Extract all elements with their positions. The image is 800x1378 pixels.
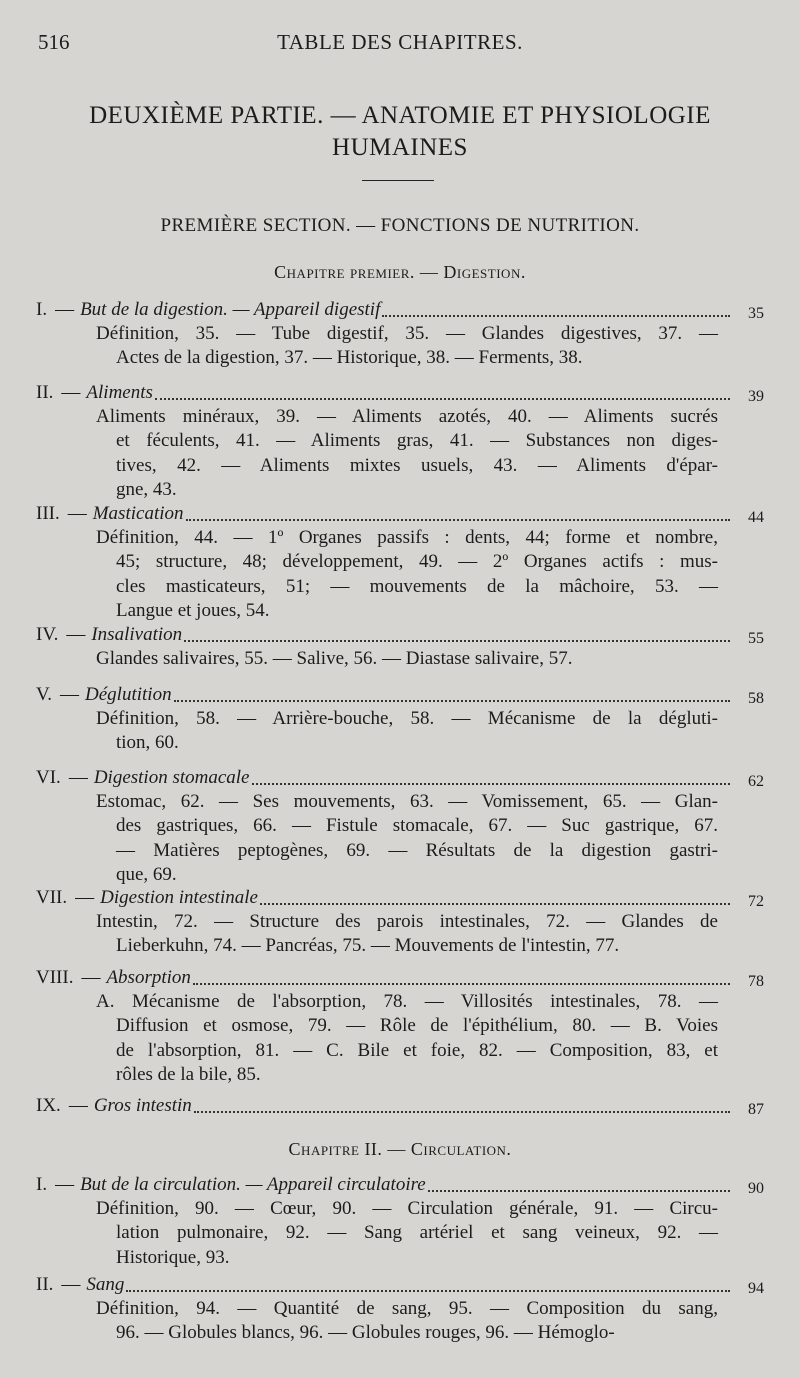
page-number: 516 bbox=[38, 30, 70, 54]
description-line: tives, 42. — Aliments mixtes usuels, 43. — Aliments d'épar- bbox=[116, 454, 718, 476]
toc-entry-dash: — bbox=[67, 503, 87, 524]
description-line: de l'absorption, 81. — C. Bile et foie, 82. — Composition, 83, et bbox=[116, 1039, 718, 1061]
toc-entry-page: 58 bbox=[748, 690, 764, 707]
toc-entry[interactable] bbox=[36, 766, 764, 888]
toc-entry-page: 39 bbox=[748, 388, 764, 405]
description-line: tion, 60. bbox=[116, 732, 179, 754]
toc-entry-description bbox=[96, 910, 718, 959]
toc-entry-number: III. bbox=[36, 503, 60, 524]
toc-entry-page: 94 bbox=[748, 1280, 764, 1297]
dot-leader bbox=[184, 640, 730, 642]
description-line: rôles de la bile, 85. bbox=[116, 1064, 261, 1086]
description-line: Estomac, 62. — Ses mouvements, 63. — Vomissement, 65. — Glan- bbox=[96, 791, 718, 812]
description-line: Langue et joues, 54. bbox=[116, 600, 270, 622]
toc-entry-dash: — bbox=[60, 684, 80, 705]
description-line: Glandes salivaires, 55. — Salive, 56. — Diastase salivaire, 57. bbox=[96, 648, 573, 669]
toc-entry-title: Aliments bbox=[86, 382, 153, 403]
dot-leader bbox=[186, 519, 730, 521]
toc-entry-heading bbox=[36, 381, 764, 405]
toc-entry-page: 72 bbox=[748, 893, 764, 910]
toc-entry-title: Digestion stomacale bbox=[93, 767, 250, 788]
toc-entry-title: Gros intestin bbox=[93, 1095, 192, 1116]
toc-entry-number: II. bbox=[36, 1274, 54, 1295]
description-line: Actes de la digestion, 37. — Historique, 38. — Ferments, 38. bbox=[116, 347, 583, 369]
toc-entry-dash: — bbox=[66, 624, 86, 645]
description-line: Intestin, 72. — Structure des parois intestinales, 72. — Glandes de bbox=[96, 911, 718, 932]
toc-entry-page: 35 bbox=[748, 305, 764, 322]
toc-entry-description bbox=[96, 405, 718, 503]
toc-entry[interactable] bbox=[36, 1094, 764, 1118]
description-line: A. Mécanisme de l'absorption, 78. — Villosités intestinales, 78. — bbox=[96, 991, 718, 1012]
title-divider bbox=[362, 180, 434, 181]
toc-entry-dash: — bbox=[68, 767, 88, 788]
toc-entry[interactable] bbox=[36, 683, 764, 756]
description-line: et féculents, 41. — Aliments gras, 41. — Substances non diges- bbox=[116, 430, 718, 452]
toc-entry-page: 90 bbox=[748, 1180, 764, 1197]
description-line: — Matières peptogènes, 69. — Résultats de la digestion gastri- bbox=[116, 839, 718, 861]
dot-leader bbox=[194, 1111, 730, 1113]
toc-entry-page: 44 bbox=[748, 509, 764, 526]
toc-entry-number: II. bbox=[36, 382, 54, 403]
dot-leader bbox=[260, 903, 730, 905]
toc-entry-description bbox=[96, 322, 718, 371]
toc-entry-heading bbox=[36, 766, 764, 790]
dot-leader bbox=[252, 783, 731, 785]
toc-entry-heading bbox=[36, 298, 764, 322]
toc-entry-number: VII. bbox=[36, 887, 68, 908]
toc-entry-dash: — bbox=[61, 1274, 81, 1295]
toc-entry-description bbox=[96, 790, 718, 888]
toc-entry[interactable] bbox=[36, 298, 764, 371]
toc-entry-heading bbox=[36, 683, 764, 707]
chapter-2-heading: Chapitre II. — Circulation. bbox=[288, 1139, 512, 1159]
description-line: Définition, 35. — Tube digestif, 35. — Glandes digestives, 37. — bbox=[96, 323, 718, 344]
toc-entry-description bbox=[96, 1197, 718, 1270]
description-line: 45; structure, 48; développement, 49. — 2º Organes actifs : mus- bbox=[116, 551, 718, 573]
toc-entry-description bbox=[96, 526, 718, 624]
description-line: Aliments minéraux, 39. — Aliments azotés, 40. — Aliments sucrés bbox=[96, 406, 718, 427]
toc-entry[interactable] bbox=[36, 966, 764, 1088]
dot-leader bbox=[155, 398, 730, 400]
description-line: Définition, 90. — Cœur, 90. — Circulation générale, 91. — Circu- bbox=[96, 1198, 718, 1219]
toc-entry-dash: — bbox=[68, 1095, 88, 1116]
dot-leader bbox=[193, 983, 730, 985]
toc-entry-number: VI. bbox=[36, 767, 61, 788]
running-header bbox=[38, 30, 762, 60]
toc-entry-title: But de la circulation. — Appareil circulatoire bbox=[80, 1174, 426, 1195]
description-line: que, 69. bbox=[116, 864, 177, 886]
running-title: TABLE DES CHAPITRES. bbox=[277, 30, 523, 54]
part-title-line-2: HUMAINES bbox=[332, 134, 468, 161]
part-title bbox=[60, 100, 740, 164]
toc-entry[interactable] bbox=[36, 1273, 764, 1346]
toc-entry-dash: — bbox=[55, 1174, 75, 1195]
toc-entry-number: IV. bbox=[36, 624, 59, 645]
toc-entry-description bbox=[96, 707, 718, 756]
toc-entry-dash: — bbox=[75, 887, 95, 908]
section-title: PREMIÈRE SECTION. — FONCTIONS DE NUTRITION. bbox=[160, 215, 640, 236]
toc-entry[interactable] bbox=[36, 1173, 764, 1270]
toc-entry-description bbox=[96, 647, 718, 671]
toc-entry-dash: — bbox=[61, 382, 81, 403]
dot-leader bbox=[126, 1290, 730, 1292]
description-line: lation pulmonaire, 92. — Sang artériel et sang veineux, 92. — bbox=[116, 1222, 718, 1244]
toc-entry-number: IX. bbox=[36, 1095, 61, 1116]
toc-entry-heading bbox=[36, 966, 764, 990]
toc-entry-title: Déglutition bbox=[85, 684, 172, 705]
description-line: des gastriques, 66. — Fistule stomacale, 67. — Suc gastrique, 67. bbox=[116, 815, 718, 837]
toc-entry-number: V. bbox=[36, 684, 53, 705]
toc-entry-page: 78 bbox=[748, 973, 764, 990]
toc-entry[interactable] bbox=[36, 886, 764, 959]
dot-leader bbox=[428, 1190, 730, 1192]
description-line: Lieberkuhn, 74. — Pancréas, 75. — Mouvements de l'intestin, 77. bbox=[116, 935, 620, 957]
toc-entry-heading bbox=[36, 623, 764, 647]
toc-entry-number: I. bbox=[36, 1174, 48, 1195]
toc-entry-heading bbox=[36, 1173, 764, 1197]
toc-entry-description bbox=[96, 1297, 718, 1346]
toc-entry-heading bbox=[36, 886, 764, 910]
toc-entry-page: 87 bbox=[748, 1101, 764, 1118]
toc-entry[interactable] bbox=[36, 502, 764, 624]
toc-entry-heading bbox=[36, 1094, 764, 1118]
dot-leader bbox=[382, 315, 730, 317]
description-line: cles masticateurs, 51; — mouvements de la mâchoire, 53. — bbox=[116, 575, 718, 597]
description-line: gne, 43. bbox=[116, 479, 177, 501]
description-line: Définition, 58. — Arrière-bouche, 58. — Mécanisme de la dégluti- bbox=[96, 708, 718, 729]
description-line: Définition, 94. — Quantité de sang, 95. — Composition du sang, bbox=[96, 1298, 718, 1319]
description-line: Définition, 44. — 1º Organes passifs : dents, 44; forme et nombre, bbox=[96, 527, 718, 548]
toc-entry-description bbox=[96, 990, 718, 1088]
toc-entry-number: I. bbox=[36, 299, 48, 320]
chapter-1-heading: Chapitre premier. — Digestion. bbox=[274, 262, 526, 282]
toc-entry[interactable] bbox=[36, 623, 764, 671]
toc-entry-title: Digestion intestinale bbox=[100, 887, 258, 908]
toc-entry-dash: — bbox=[55, 299, 75, 320]
toc-entry-title: But de la digestion. — Appareil digestif bbox=[80, 299, 381, 320]
toc-entry-page: 62 bbox=[748, 773, 764, 790]
toc-entry-page: 55 bbox=[748, 630, 764, 647]
toc-entry-heading bbox=[36, 1273, 764, 1297]
toc-entry-title: Mastication bbox=[92, 503, 184, 524]
toc-entry-dash: — bbox=[81, 967, 101, 988]
part-title-line-1: DEUXIÈME PARTIE. — ANATOMIE ET PHYSIOLOGIE bbox=[89, 102, 711, 129]
dot-leader bbox=[174, 700, 730, 702]
description-line: 96. — Globules blancs, 96. — Globules rouges, 96. — Hémoglo- bbox=[116, 1322, 615, 1344]
toc-entry-title: Absorption bbox=[106, 967, 191, 988]
toc-entry-title: Insalivation bbox=[91, 624, 183, 645]
toc-entry-heading bbox=[36, 502, 764, 526]
description-line: Historique, 93. bbox=[116, 1246, 230, 1268]
description-line: Diffusion et osmose, 79. — Rôle de l'épithélium, 80. — B. Voies bbox=[116, 1015, 718, 1037]
toc-entry-number: VIII. bbox=[36, 967, 74, 988]
toc-entry[interactable] bbox=[36, 381, 764, 503]
toc-entry-title: Sang bbox=[86, 1274, 125, 1295]
